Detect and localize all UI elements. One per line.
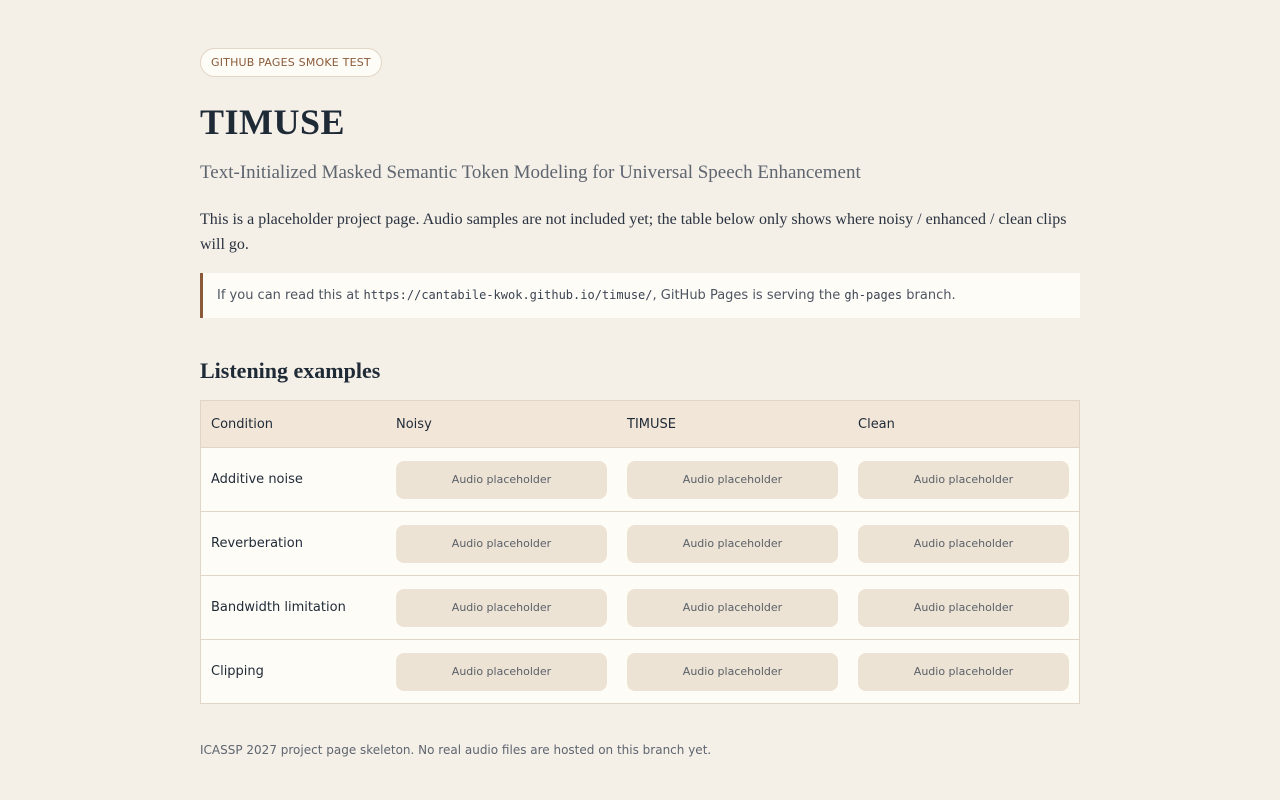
page-content bbox=[200, 0, 1080, 757]
timuse-cell bbox=[617, 525, 848, 563]
note-prefix: If you can read this at bbox=[217, 288, 364, 303]
audio-placeholder-timuse[interactable]: Audio placeholder bbox=[627, 461, 838, 499]
condition-label: Bandwidth limitation bbox=[211, 600, 346, 615]
audio-placeholder-noisy[interactable]: Audio placeholder bbox=[396, 525, 607, 563]
noisy-cell bbox=[386, 461, 617, 499]
audio-placeholder-clean[interactable]: Audio placeholder bbox=[858, 589, 1069, 627]
listening-examples-table bbox=[200, 400, 1080, 704]
clean-cell bbox=[848, 461, 1079, 499]
note-branch: gh-pages bbox=[844, 288, 903, 302]
section-title: Listening examples bbox=[200, 358, 381, 383]
audio-placeholder-timuse[interactable]: Audio placeholder bbox=[627, 525, 838, 563]
timuse-cell bbox=[617, 653, 848, 691]
clean-cell bbox=[848, 589, 1079, 627]
table-row bbox=[201, 511, 1079, 575]
table-row bbox=[201, 575, 1079, 639]
noisy-cell bbox=[386, 589, 617, 627]
table-row bbox=[201, 639, 1079, 703]
timuse-cell bbox=[617, 461, 848, 499]
page-title: TIMUSE bbox=[200, 102, 346, 142]
intro-paragraph: This is a placeholder project page. Audio samples are not included yet; the table below only shows where noisy / enhanced / clean clips will go. bbox=[200, 211, 1067, 253]
page-subtitle: Text-Initialized Masked Semantic Token Modeling for Universal Speech Enhancement bbox=[200, 162, 861, 183]
noisy-cell bbox=[386, 525, 617, 563]
condition-label: Reverberation bbox=[211, 536, 303, 551]
serving-note bbox=[200, 273, 1080, 318]
header-timuse: TIMUSE bbox=[627, 416, 676, 432]
condition-label: Additive noise bbox=[211, 472, 303, 487]
audio-placeholder-clean[interactable]: Audio placeholder bbox=[858, 525, 1069, 563]
note-middle: , GitHub Pages is serving the bbox=[652, 288, 845, 303]
table-row bbox=[201, 447, 1079, 511]
audio-placeholder-clean[interactable]: Audio placeholder bbox=[858, 653, 1069, 691]
audio-placeholder-noisy[interactable]: Audio placeholder bbox=[396, 461, 607, 499]
smoke-test-badge: GITHUB PAGES SMOKE TEST bbox=[200, 48, 382, 77]
noisy-cell bbox=[386, 653, 617, 691]
note-url: https://cantabile-kwok.github.io/timuse/ bbox=[363, 288, 653, 302]
header-noisy: Noisy bbox=[396, 416, 432, 432]
audio-placeholder-clean[interactable]: Audio placeholder bbox=[858, 461, 1069, 499]
header-clean: Clean bbox=[858, 416, 895, 432]
condition-label: Clipping bbox=[211, 664, 264, 679]
note-suffix: branch. bbox=[902, 288, 956, 303]
clean-cell bbox=[848, 525, 1079, 563]
header-condition: Condition bbox=[211, 416, 274, 432]
audio-placeholder-noisy[interactable]: Audio placeholder bbox=[396, 589, 607, 627]
clean-cell bbox=[848, 653, 1079, 691]
audio-placeholder-noisy[interactable]: Audio placeholder bbox=[396, 653, 607, 691]
page-footer: ICASSP 2027 project page skeleton. No real audio files are hosted on this branch yet. bbox=[200, 743, 712, 757]
audio-placeholder-timuse[interactable]: Audio placeholder bbox=[627, 653, 838, 691]
audio-placeholder-timuse[interactable]: Audio placeholder bbox=[627, 589, 838, 627]
table-header-row bbox=[201, 401, 1079, 447]
timuse-cell bbox=[617, 589, 848, 627]
